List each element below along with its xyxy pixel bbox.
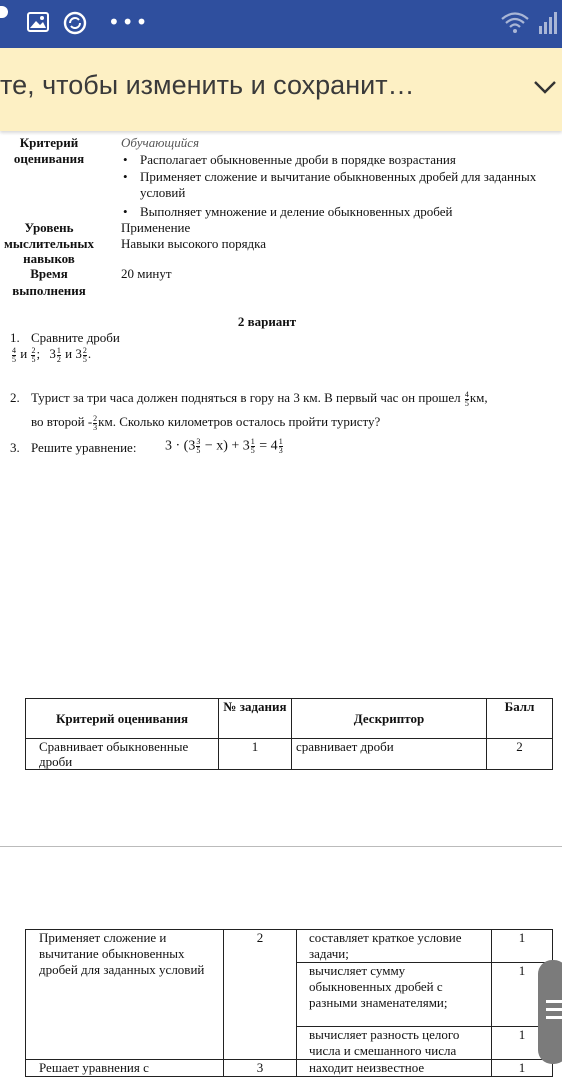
table-cell: Решает уравнения с [26, 1060, 224, 1077]
image-icon [26, 10, 50, 34]
time-label-line2: выполнения [12, 283, 86, 298]
table-cell: 1 [492, 930, 553, 963]
task-2-line2: во второй - $\frac{2}{3}$ км. Сколько километров осталось пройти туристу? [31, 413, 381, 432]
table-cell: Применяет сложение и вычитание обыкновенных дробей для заданных условий [26, 930, 224, 1060]
fraction: $\frac{1}{3}$ [278, 437, 283, 455]
fraction: $\frac{3}{5}$ [196, 437, 201, 455]
fraction: $\frac{1}{5}$ [250, 437, 255, 455]
page-divider [0, 846, 562, 847]
table-header: Балл [487, 699, 553, 739]
bullet-item: • Выполняет умножение и деление обыкновенных дробей [140, 204, 452, 220]
status-bar [0, 0, 562, 48]
table-cell: сравнивает дроби [292, 739, 487, 770]
time-label-line1: Время [30, 266, 68, 281]
wifi-icon [500, 10, 530, 36]
table-cell: Сравнивает обыкновенные дроби [26, 739, 219, 770]
task-number: 3. [10, 440, 20, 455]
bullet-item: • Располагает обыкновенные дроби в порядке возрастания [140, 152, 456, 168]
table-cell: 2 [224, 930, 297, 1060]
bullet-item: • Применяет сложение и вычитание обыкновенных дробей для заданных [140, 169, 536, 185]
fraction: $\frac{2}{5}$ [31, 345, 36, 364]
student-label: Обучающийся [121, 135, 200, 150]
task-number: 2. [10, 390, 20, 405]
fraction: $\frac{2}{5}$ [82, 345, 87, 364]
table-cell: 3 [224, 1060, 297, 1077]
table-cell: составляет краткое условие задачи; [297, 930, 492, 963]
sync-icon [62, 10, 88, 36]
table-header: № задания [219, 699, 292, 739]
assessment-table [25, 698, 553, 770]
more-icon[interactable]: ••• [108, 10, 150, 34]
time-value: 20 минут [121, 266, 172, 281]
task-3-text: Решите уравнение: [31, 440, 137, 455]
table-header: Дескриптор [292, 699, 487, 739]
table-cell: 1 [492, 963, 553, 1027]
level-label-line2: мыслительных [3, 236, 95, 251]
variant-title: 2 вариант [237, 314, 297, 329]
chevron-down-icon[interactable] [532, 78, 558, 96]
signal-icon [538, 10, 560, 36]
table-cell: 1 [492, 1027, 553, 1060]
assessment-table-continued [25, 929, 553, 1077]
task-number: 1. [10, 330, 20, 345]
bullet-item-continuation: условий [140, 185, 186, 200]
criterion-label: Критерий оценивания [13, 135, 85, 166]
task-1-fractions: $\frac{4}{5}$ и $\frac{2}{5}$ ; 3 $\frac{1}{2}$ и 3 $\frac{2}{5}$ . [12, 345, 92, 364]
fraction: $\frac{4}{5}$ [464, 389, 469, 408]
table-cell: вычисляет сумму обыкновенных дробей с разными знаменателями; [297, 963, 492, 1027]
table-cell: 1 [492, 1060, 553, 1077]
fraction: $\frac{1}{2}$ [56, 345, 61, 364]
equation: 3 · (3 $\frac{3}{5}$ − x) + 3 $\frac{1}{5}$ = 4 $\frac{1}{3}$ [165, 437, 283, 455]
level-label-line3: навыков [23, 251, 75, 266]
task-1-text: Сравните дроби [31, 330, 120, 345]
table-cell: 1 [219, 739, 292, 770]
banner-text: те, чтобы изменить и сохранит… [0, 70, 415, 100]
floating-menu-button[interactable] [538, 960, 562, 1064]
level-label-line1: Уровень [24, 220, 74, 235]
table-header: Критерий оценивания [26, 699, 219, 739]
task-2-line1: Турист за три часа должен подняться в гору на 3 км. В первый час он прошел $\frac{4}{5}$ км, [31, 389, 488, 408]
table-cell: вычисляет разность целого числа и смешанного числа [297, 1027, 492, 1060]
app-badge [0, 6, 8, 18]
table-cell: находит неизвестное [297, 1060, 492, 1077]
menu-icon [538, 960, 562, 1064]
level-value-2: Навыки высокого порядка [121, 236, 267, 251]
table-cell: 2 [487, 739, 553, 770]
level-value-1: Применение [121, 220, 191, 235]
edit-banner[interactable] [0, 48, 562, 131]
fraction: $\frac{2}{3}$ [93, 413, 98, 432]
fraction: $\frac{4}{5}$ [12, 345, 16, 364]
